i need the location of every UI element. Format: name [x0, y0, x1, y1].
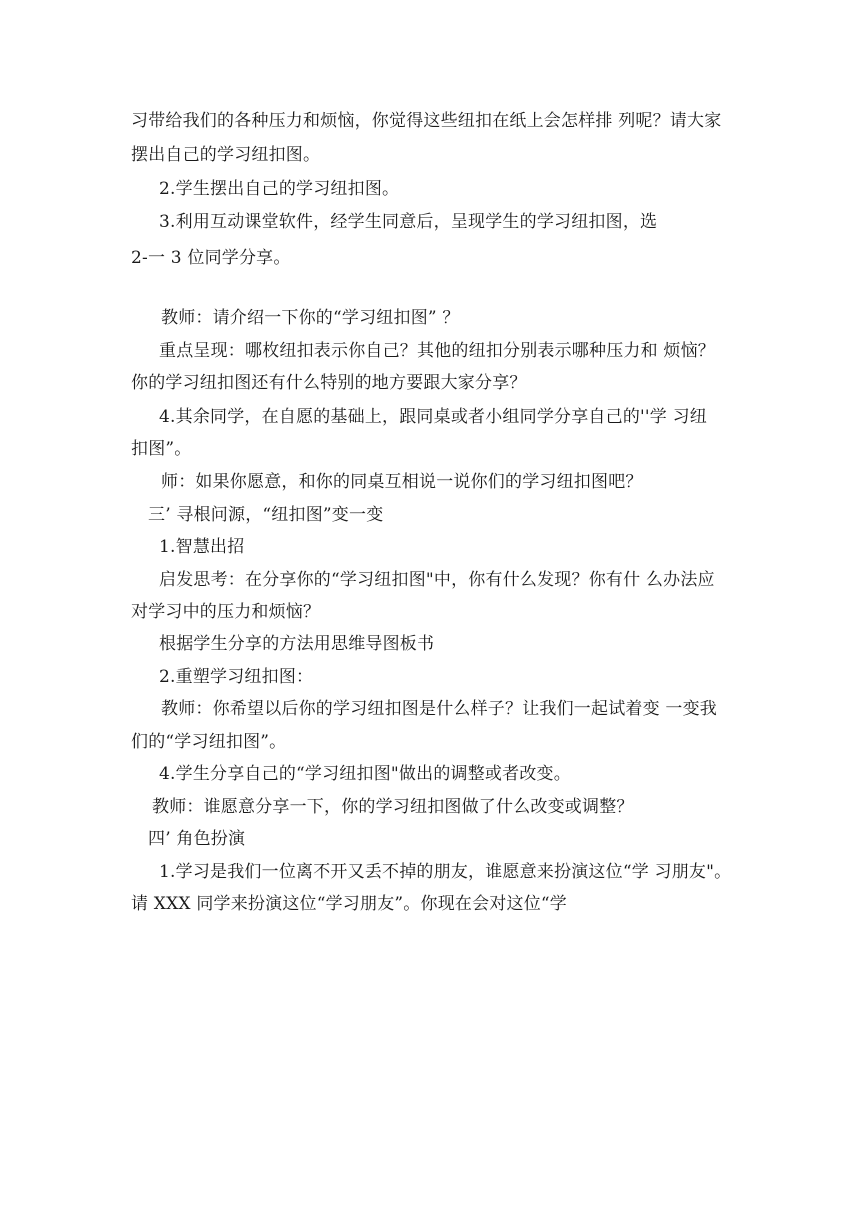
body-line: 对学习中的压力和烦恼？ — [131, 602, 321, 622]
dialogue-line: 师：如果你愿意，和你的同桌互相说一说你们的学习纽扣图吧？ — [161, 472, 643, 492]
dialogue-line: 教师：谁愿意分享一下，你的学习纽扣图做了什么改变或调整？ — [152, 797, 634, 817]
subheading-line: 1.智慧出招 — [159, 537, 245, 557]
list-item-line: 4.学生分享自己的“学习纽扣图"做出的调整或者改变。 — [159, 764, 571, 784]
subheading-line: 2.重塑学习纽扣图： — [159, 667, 314, 687]
body-line: 启发思考：在分享你的“学习纽扣图"中，你有什么发现？你有什 么办法应 — [159, 570, 715, 590]
body-line: 们的“学习纽扣图”。 — [131, 732, 287, 752]
body-line: 根据学生分享的方法用思维导图板书 — [159, 634, 435, 654]
list-item-line: 2.学生摆出自己的学习纽扣图。 — [159, 179, 400, 199]
body-line: 请 XXX 同学来扮演这位“学习朋友”。你现在会对这位“学 — [131, 894, 567, 914]
body-line: 习带给我们的各种压力和烦恼，你觉得这些纽扣在纸上会怎样排 列呢？请大家 — [131, 111, 722, 131]
body-line: 摆出自己的学习纽扣图。 — [131, 145, 321, 165]
dialogue-line: 教师：你希望以后你的学习纽扣图是什么样子？让我们一起试着变 一变我 — [161, 699, 718, 719]
body-line: 重点呈现：哪枚纽扣表示你自己？其他的纽扣分别表示哪种压力和 烦恼？ — [159, 341, 716, 361]
list-item-line: 4.其余同学，在自愿的基础上，跟同桌或者小组同学分享自己的''学 习纽 — [159, 407, 707, 427]
list-item-line: 3.利用互动课堂软件，经学生同意后，呈现学生的学习纽扣图，选 — [159, 212, 658, 232]
dialogue-line: 教师：请介绍一下你的“学习纽扣图” ？ — [161, 308, 460, 328]
body-line: 你的学习纽扣图还有什么特别的地方要跟大家分享？ — [131, 373, 527, 393]
section-heading: 三’ 寻根问源，“纽扣图”变一变 — [148, 505, 384, 525]
body-line: 扣图”。 — [131, 439, 192, 459]
body-line: 2-一 3 位同学分享。 — [131, 248, 291, 268]
list-item-line: 1.学习是我们一位离不开又丢不掉的朋友，谁愿意来扮演这位“学 习朋友"。 — [159, 862, 732, 882]
section-heading: 四’ 角色扮演 — [148, 829, 246, 849]
